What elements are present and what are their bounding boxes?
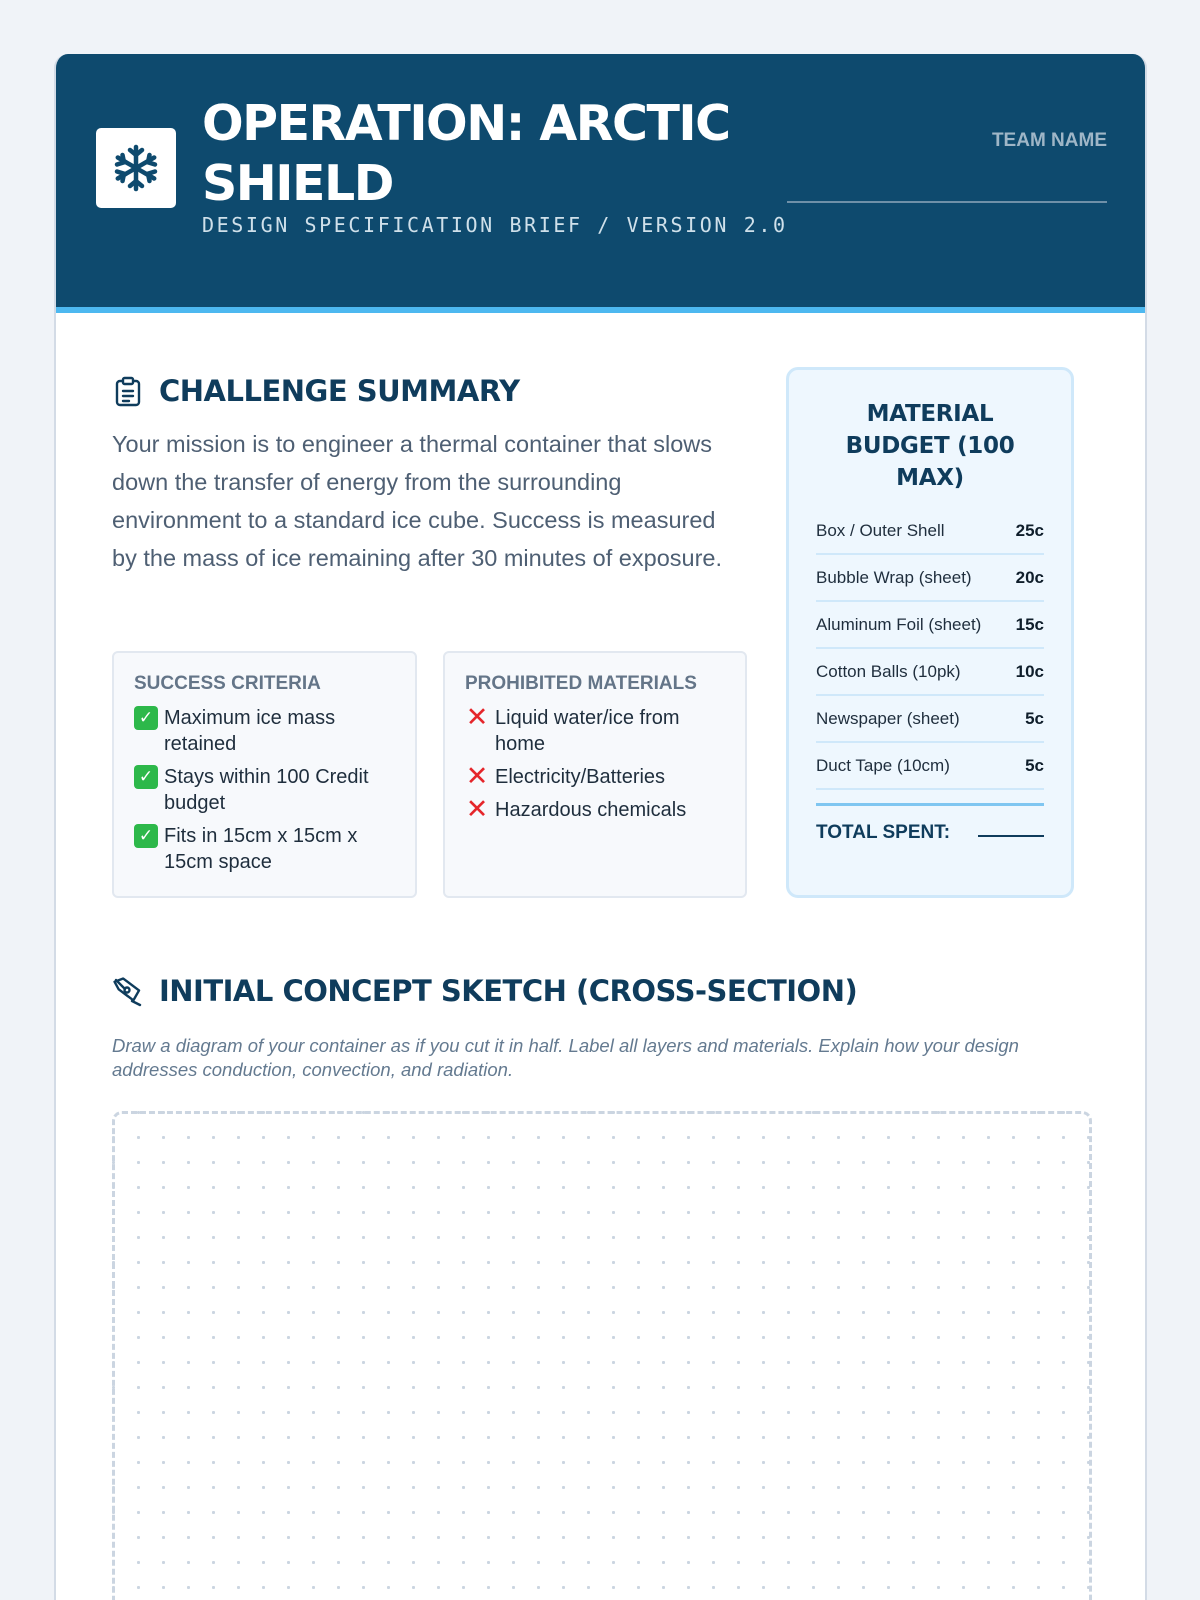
summary-paragraph: Your mission is to engineer a thermal container that slows down the transfer of energy from the surrounding environment to a standard ice cube. Success is measured by the mass of ice remaining after 30 minutes of exposure. <box>112 431 723 571</box>
budget-item: Bubble Wrap (sheet) <box>816 567 972 587</box>
budget-row <box>816 508 1044 555</box>
prohibited-materials-title: PROHIBITED MATERIALS <box>465 673 697 694</box>
section-title: INITIAL CONCEPT SKETCH (CROSS-SECTION) <box>159 974 858 1008</box>
check-icon: ✓ <box>134 824 158 848</box>
total-spent-field[interactable] <box>978 825 1044 837</box>
criteria-item: ✓ Stays within 100 Credit budget <box>134 764 395 816</box>
budget-row <box>816 649 1044 696</box>
prohibited-item: ✕ Electricity/Batteries <box>465 761 666 791</box>
material-budget-panel <box>786 367 1074 898</box>
cross-icon: ✕ <box>465 794 489 824</box>
success-criteria-title: SUCCESS CRITERIA <box>134 673 321 694</box>
prohibited-item: ✕ Hazardous chemicals <box>465 794 687 824</box>
concept-sketch-heading <box>112 974 857 1008</box>
budget-cost: 20c <box>1015 567 1044 587</box>
logo-box <box>96 128 176 208</box>
total-divider <box>816 803 1044 806</box>
budget-item: Box / Outer Shell <box>816 520 945 540</box>
challenge-summary-heading <box>112 374 520 408</box>
sketch-drawing-area[interactable] <box>112 1111 1092 1600</box>
criteria-item: ✓ Fits in 15cm x 15cm x 15cm space <box>134 823 395 875</box>
budget-row <box>816 743 1044 790</box>
criteria-item: ✓ Maximum ice mass retained <box>134 705 395 757</box>
budget-cost: 25c <box>1015 520 1044 540</box>
page-title: OPERATION: ARCTIC SHIELD <box>202 95 730 212</box>
budget-cost: 15c <box>1015 614 1044 634</box>
budget-row <box>816 555 1044 602</box>
check-icon: ✓ <box>134 706 158 730</box>
budget-item: Duct Tape (10cm) <box>816 755 950 775</box>
check-icon: ✓ <box>134 765 158 789</box>
pen-tool-icon <box>112 975 144 1007</box>
total-spent-label: TOTAL SPENT: <box>816 822 951 843</box>
page-subtitle: DESIGN SPECIFICATION BRIEF / VERSION 2.0 <box>202 213 788 237</box>
budget-cost: 10c <box>1015 661 1044 681</box>
snowflake-icon <box>111 143 161 193</box>
budget-row <box>816 696 1044 743</box>
header-banner <box>56 54 1145 313</box>
budget-title: MATERIAL BUDGET (100 MAX) <box>845 401 1015 491</box>
sketch-instructions: Draw a diagram of your container as if you cut it in half. Label all layers and materials. Explain how your design addresses conduction, convection, and radiation. <box>112 1035 1019 1080</box>
section-title: CHALLENGE SUMMARY <box>159 374 520 408</box>
clipboard-icon <box>112 375 144 407</box>
budget-row <box>816 602 1044 649</box>
budget-item: Newspaper (sheet) <box>816 708 960 728</box>
cross-icon: ✕ <box>465 702 489 732</box>
budget-item: Cotton Balls (10pk) <box>816 661 961 681</box>
total-spent-row <box>816 822 1044 844</box>
budget-cost: 5c <box>1025 708 1044 728</box>
worksheet-page <box>54 54 1147 1600</box>
success-criteria-box <box>112 651 417 898</box>
budget-item: Aluminum Foil (sheet) <box>816 614 982 634</box>
budget-cost: 5c <box>1025 755 1044 775</box>
cross-icon: ✕ <box>465 761 489 791</box>
prohibited-materials-box <box>443 651 747 898</box>
prohibited-item: ✕ Liquid water/ice from home <box>465 702 680 755</box>
team-name-field[interactable] <box>787 201 1107 203</box>
team-name-label: TEAM NAME <box>991 130 1107 151</box>
